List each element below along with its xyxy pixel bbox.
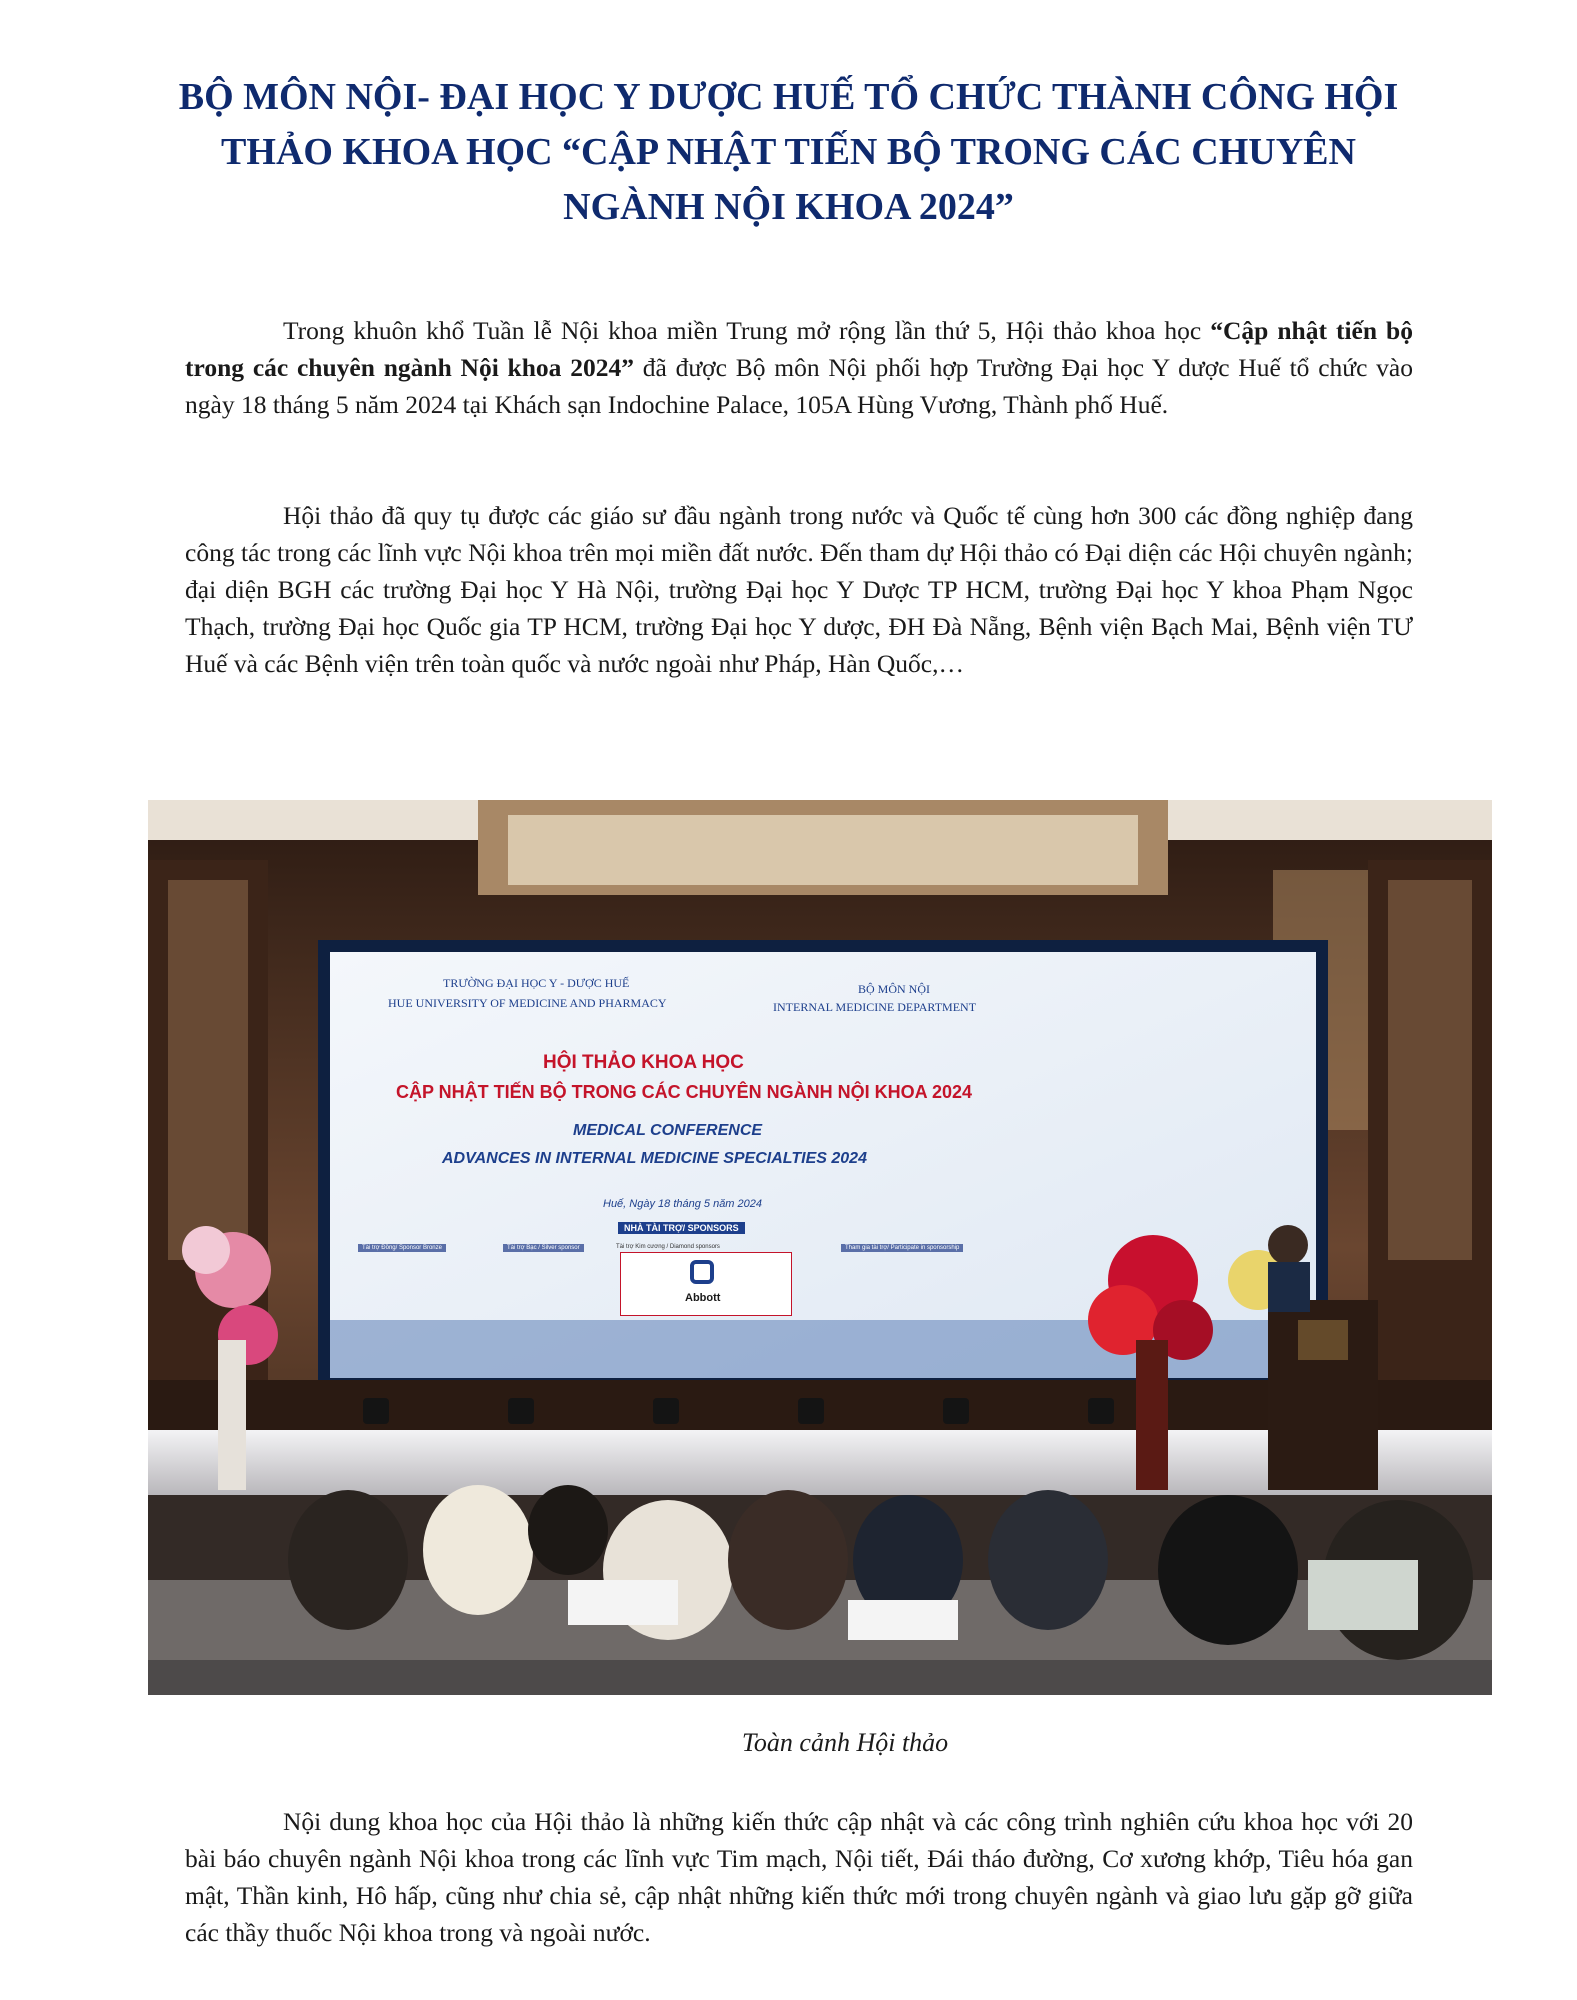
paragraph-content <box>185 1803 1413 1951</box>
screen-sponsor-silver: Tài trợ Bạc / Silver sponsor <box>503 1244 584 1252</box>
title-line-3: NGÀNH NỘI KHOA 2024” <box>563 186 1014 228</box>
screen-school-vi: TRƯỜNG ĐẠI HỌC Y - DƯỢC HUẾ <box>443 976 630 990</box>
screen-sponsors-label: NHÀ TÀI TRỢ/ SPONSORS <box>618 1222 745 1234</box>
article-title <box>150 70 1427 235</box>
screen-school-en: HUE UNIVERSITY OF MEDICINE AND PHARMACY <box>388 996 667 1010</box>
screen-abbott-label: Abbott <box>685 1292 721 1304</box>
screen-subheading: CẬP NHẬT TIẾN BỘ TRONG CÁC CHUYÊN NGÀNH NỘI KHOA 2024 <box>396 1082 973 1102</box>
paragraph-intro-rest: đã được Bộ môn Nội phối hợp Trường Đại học Y dược Huế tổ chức vào ngày 18 tháng 5 năm 2024 tại Khách sạn Indochine Palace, 105A Hùng Vương, Thành phố Huế. <box>185 353 1413 419</box>
paragraph-content-text: Nội dung khoa học của Hội thảo là những kiến thức cập nhật và các công trình nghiên cứu khoa học với 20 bài báo chuyên ngành Nội khoa trong các lĩnh vực Tim mạch, Nội tiết, Đái tháo đường, Cơ xương khớp, Tiêu hóa gan mật, Thần kinh, Hô hấp, cũng như chia sẻ, cập nhật những kiến thức mới trong chuyên ngành và giao lưu gặp gỡ giữa các thầy thuốc Nội khoa trong và ngoài nước. <box>185 1807 1413 1947</box>
paragraph-intro-bold: “Cập nhật tiến bộ trong các chuyên ngành Nội khoa 2024” <box>185 316 1413 382</box>
screen-en-line-2: ADVANCES IN INTERNAL MEDICINE SPECIALTIES 2024 <box>442 1150 867 1167</box>
screen-sponsor-bronze: Tài trợ Đồng/ Sponsor Bronze <box>358 1244 446 1252</box>
paragraph-attendees-text: Hội thảo đã quy tụ được các giáo sư đầu ngành trong nước và Quốc tế cùng hơn 300 các đồng nghiệp đang công tác trong các lĩnh vực Nội khoa trên mọi miền đất nước. Đến tham dự Hội thảo có Đại diện các Hội chuyên ngành; đại diện BGH các trường Đại học Y Hà Nội, trường Đại học Y Dược TP HCM, trường Đại học Y khoa Phạm Ngọc Thạch, trường Đại học Quốc gia TP HCM, trường Đại học Y dược, ĐH Đà Nẵng, Bệnh viện Bạch Mai, Bệnh viện TƯ Huế và các Bệnh viện trên toàn quốc và nước ngoài như Pháp, Hàn Quốc,… <box>185 501 1413 678</box>
paragraph-intro-lead: Trong khuôn khổ Tuần lễ Nội khoa miền Trung mở rộng lần thứ 5, Hội thảo khoa học <box>283 316 1211 345</box>
screen-dept-en: INTERNAL MEDICINE DEPARTMENT <box>773 1000 977 1014</box>
screen-en-line-1: MEDICAL CONFERENCE <box>573 1122 763 1139</box>
conference-photo-illustration <box>148 800 1492 1695</box>
paragraph-intro <box>185 312 1413 423</box>
screen-date: Huế, Ngày 18 tháng 5 năm 2024 <box>603 1198 763 1210</box>
screen-sponsor-diamond: Tài trợ Kim cương / Diamond sponsors <box>616 1244 720 1250</box>
screen-heading: HỘI THẢO KHOA HỌC <box>543 1052 744 1073</box>
title-line-1: BỘ MÔN NỘI- ĐẠI HỌC Y DƯỢC HUẾ TỔ CHỨC THÀNH CÔNG HỘI <box>178 76 1399 118</box>
abbott-logo-icon <box>690 1260 714 1284</box>
title-line-2: THẢO KHOA HỌC “CẬP NHẬT TIẾN BỘ TRONG CÁC CHUYÊN <box>221 131 1356 173</box>
paragraph-attendees <box>185 497 1413 682</box>
screen-sponsor-participate: Tham gia tài trợ/ Participate in sponsorship <box>841 1244 963 1252</box>
photo-caption: Toàn cảnh Hội thảo <box>741 1728 949 1757</box>
conference-photo <box>148 800 1492 1695</box>
screen-dept-vi: BỘ MÔN NỘI <box>858 982 930 996</box>
